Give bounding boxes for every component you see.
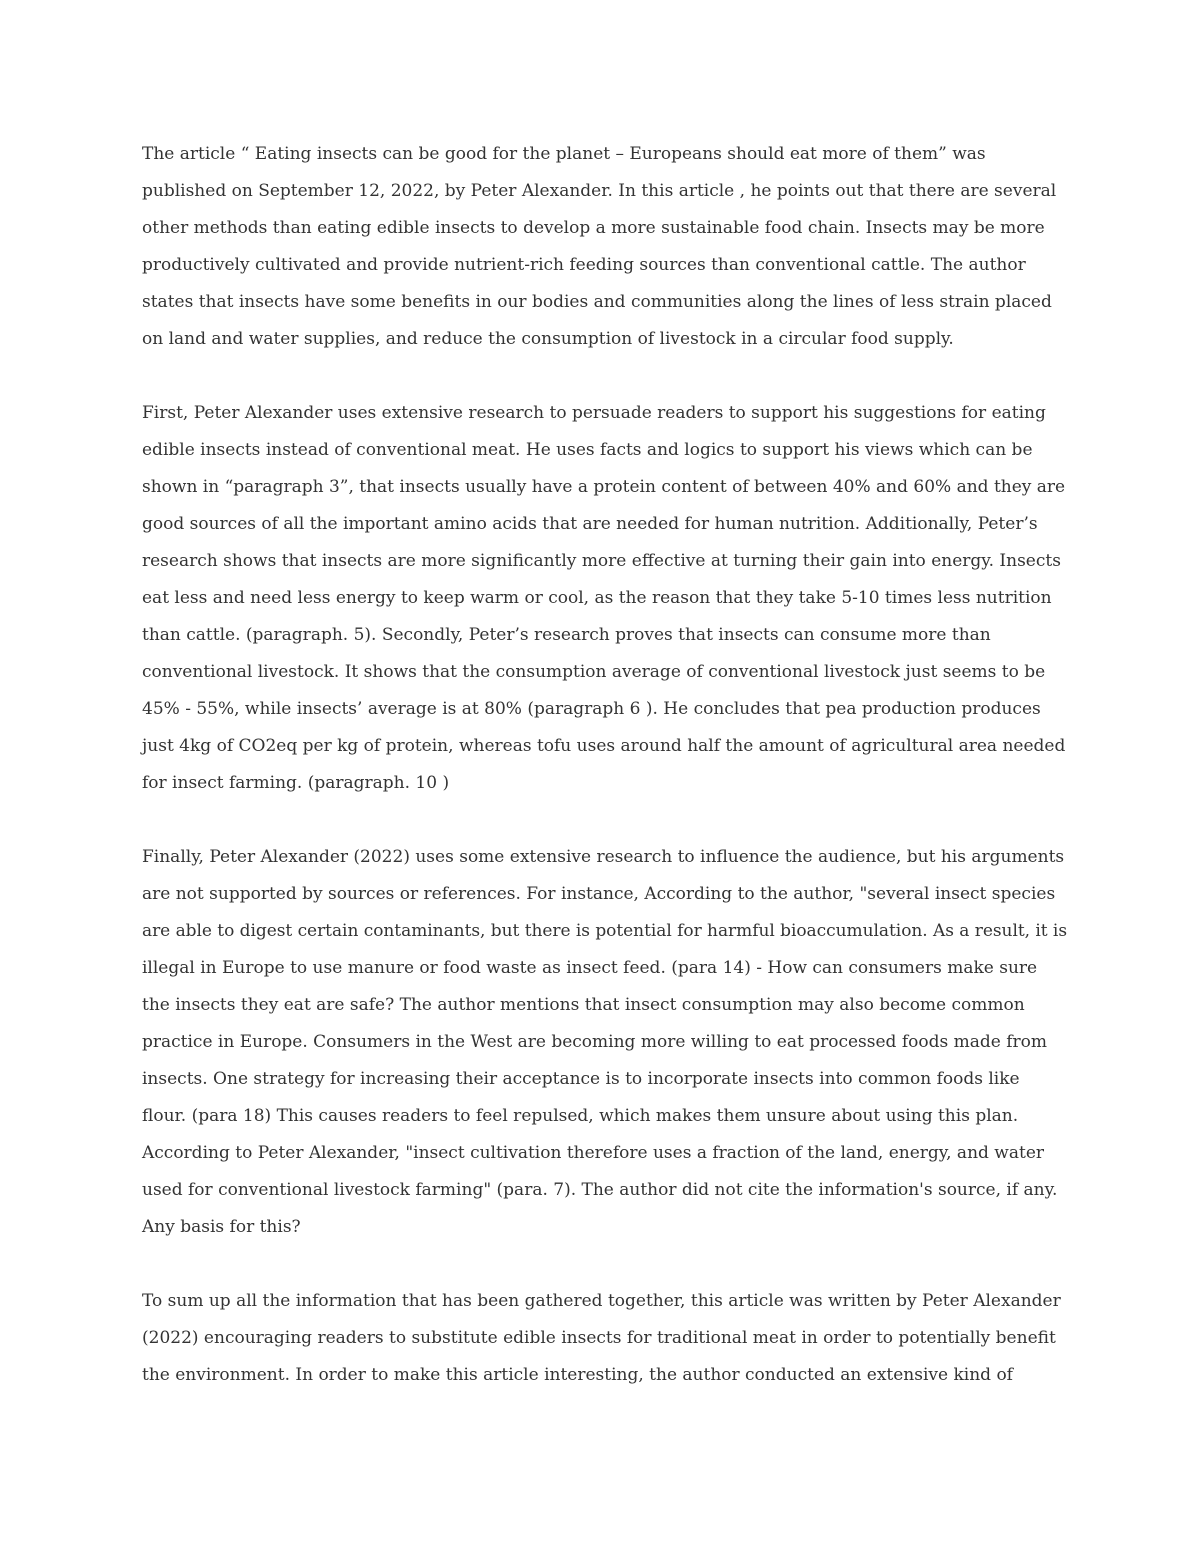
text-line: good sources of all the important amino acids that are needed for human nutrition. Additionally, Peter’s xyxy=(142,514,1038,534)
text-line: productively cultivated and provide nutrient-rich feeding sources than conventional cattle. The author xyxy=(142,255,1026,275)
text-line: To sum up all the information that has been gathered together, this article was written by Peter Alexander xyxy=(142,1291,1061,1311)
text-line: According to Peter Alexander, "insect cultivation therefore uses a fraction of the land, energy, and water xyxy=(142,1143,1045,1163)
text-line: for insect farming. (paragraph. 10 ) xyxy=(142,773,450,793)
text-line: 45% - 55%, while insects’ average is at 80% (paragraph 6 ). He concludes that pea production produces xyxy=(142,699,1041,719)
text-line: just 4kg of CO2eq per kg of protein, whereas tofu uses around half the amount of agricultural area needed xyxy=(142,736,1066,756)
text-line: practice in Europe. Consumers in the West are becoming more willing to eat processed foods made from xyxy=(142,1032,1047,1052)
text-line: other methods than eating edible insects to develop a more sustainable food chain. Insects may be more xyxy=(142,218,1045,238)
text-line: research shows that insects are more significantly more effective at turning their gain into energy. Insects xyxy=(142,551,1061,571)
text-line: are not supported by sources or references. For instance, According to the author, "several insect species xyxy=(142,884,1056,904)
text-line: Finally, Peter Alexander (2022) uses some extensive research to influence the audience, but his arguments xyxy=(142,847,1065,867)
paragraph-conclusion xyxy=(142,1283,1072,1394)
text-line: illegal in Europe to use manure or food waste as insect feed. (para 14) - How can consumers make sure xyxy=(142,958,1038,978)
paragraph-critique xyxy=(142,839,1072,1246)
text-line: insects. One strategy for increasing their acceptance is to incorporate insects into common foods like xyxy=(142,1069,1020,1089)
document-body xyxy=(142,136,1072,1431)
text-line: the environment. In order to make this article interesting, the author conducted an extensive kind of xyxy=(142,1365,1013,1385)
paragraph-summary xyxy=(142,136,1072,358)
text-line: flour. (para 18) This causes readers to feel repulsed, which makes them unsure about using this plan. xyxy=(142,1106,1019,1126)
text-line: published on September 12, 2022, by Peter Alexander. In this article , he points out that there are several xyxy=(142,181,1057,201)
text-line: conventional livestock. It shows that the consumption average of conventional livestock just seems to be xyxy=(142,662,1046,682)
text-line: the insects they eat are safe? The author mentions that insect consumption may also become common xyxy=(142,995,1025,1015)
paragraph-research xyxy=(142,395,1072,802)
text-line: First, Peter Alexander uses extensive research to persuade readers to support his suggestions for eating xyxy=(142,403,1046,423)
text-line: than cattle. (paragraph. 5). Secondly, Peter’s research proves that insects can consume more than xyxy=(142,625,991,645)
text-line: (2022) encouraging readers to substitute edible insects for traditional meat in order to potentially benefit xyxy=(142,1328,1056,1348)
text-line: used for conventional livestock farming" (para. 7). The author did not cite the information's source, if any. xyxy=(142,1180,1058,1200)
text-line: eat less and need less energy to keep warm or cool, as the reason that they take 5-10 times less nutrition xyxy=(142,588,1052,608)
text-line: on land and water supplies, and reduce the consumption of livestock in a circular food supply. xyxy=(142,329,954,349)
text-line: states that insects have some benefits in our bodies and communities along the lines of less strain placed xyxy=(142,292,1052,312)
text-line: edible insects instead of conventional meat. He uses facts and logics to support his views which can be xyxy=(142,440,1033,460)
text-line: shown in “paragraph 3”, that insects usually have a protein content of between 40% and 60% and they are xyxy=(142,477,1066,497)
text-line: The article “ Eating insects can be good for the planet – Europeans should eat more of them” was xyxy=(142,144,986,164)
text-line: are able to digest certain contaminants, but there is potential for harmful bioaccumulation. As a result, it is xyxy=(142,921,1068,941)
text-line: Any basis for this? xyxy=(142,1217,301,1237)
